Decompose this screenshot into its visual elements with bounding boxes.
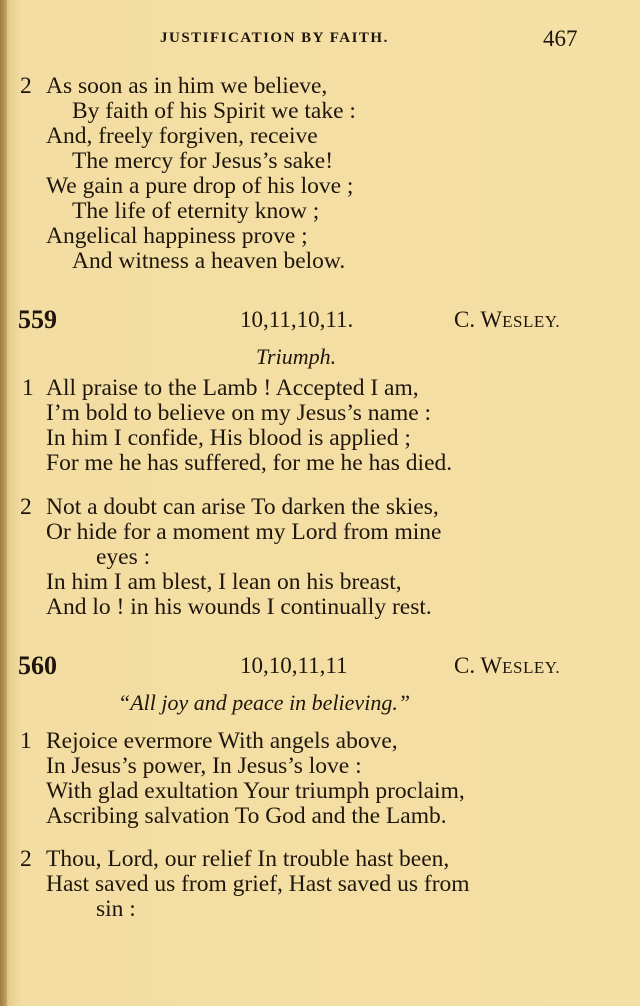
hymn-line: As soon as in him we believe, bbox=[46, 73, 328, 99]
hymn-line: Hast saved us from grief, Hast saved us from bbox=[46, 871, 470, 897]
hymn-meter: 10,10,11,11 bbox=[240, 653, 348, 678]
hymn-line: eyes : bbox=[96, 544, 151, 570]
page-spine-shadow bbox=[0, 0, 7, 1006]
hymn-line: By faith of his Spirit we take : bbox=[72, 98, 356, 124]
page-number: 467 bbox=[543, 26, 578, 51]
hymn-subtitle: “All joy and peace in believing.” bbox=[118, 690, 411, 715]
hymn-line: Ascribing salvation To God and the Lamb. bbox=[46, 803, 447, 829]
hymn-line: The life of eternity know ; bbox=[72, 198, 320, 224]
hymn-line: Rejoice evermore With angels above, bbox=[46, 728, 398, 754]
hymn-line: In him I am blest, I lean on his breast, bbox=[46, 569, 402, 595]
hymn-line: And, freely forgiven, receive bbox=[46, 123, 318, 149]
hymn-line: And lo ! in his wounds I continually rest. bbox=[46, 594, 432, 620]
hymn-line: All praise to the Lamb ! Accepted I am, bbox=[46, 375, 419, 401]
hymn-line: The mercy for Jesus’s sake! bbox=[72, 148, 334, 174]
hymn-line: With glad exultation Your triumph proclaim, bbox=[46, 778, 465, 804]
hymn-line: Not a doubt can arise To darken the skies, bbox=[46, 494, 439, 520]
hymn-number: 560 bbox=[18, 651, 57, 680]
hymn-line: For me he has suffered, for me he has died. bbox=[46, 450, 453, 476]
hymn-line: In him I confide, His blood is applied ; bbox=[46, 425, 411, 451]
hymn-line: Thou, Lord, our relief In trouble hast been, bbox=[46, 846, 450, 872]
verse-number: 2 bbox=[20, 494, 32, 520]
hymn-meter: 10,11,10,11. bbox=[240, 307, 354, 332]
verse-number: 2 bbox=[20, 73, 32, 99]
verse-number: 1 bbox=[22, 375, 34, 401]
hymn-author bbox=[454, 307, 560, 333]
hymn-number: 559 bbox=[18, 305, 57, 334]
hymn-line: Angelical happiness prove ; bbox=[46, 223, 308, 249]
page-header bbox=[0, 26, 640, 54]
author-initial: C. W bbox=[454, 653, 503, 678]
author-surname: ESLEY. bbox=[502, 312, 561, 331]
verse-number: 1 bbox=[20, 728, 32, 754]
hymn-line: In Jesus’s power, In Jesus’s love : bbox=[46, 753, 362, 779]
author-surname: ESLEY. bbox=[502, 658, 561, 677]
hymn-line: We gain a pure drop of his love ; bbox=[46, 173, 354, 199]
hymn-author bbox=[454, 653, 560, 679]
hymn-line: Or hide for a moment my Lord from mine bbox=[46, 519, 442, 545]
verse-number: 2 bbox=[20, 846, 32, 872]
hymn-line: sin : bbox=[96, 896, 136, 922]
running-title: JUSTIFICATION BY FAITH. bbox=[160, 30, 389, 46]
hymn-line: And witness a heaven below. bbox=[72, 248, 346, 274]
author-initial: C. W bbox=[454, 307, 503, 332]
hymn-line: I’m bold to believe on my Jesus’s name : bbox=[46, 400, 432, 426]
hymn-subtitle: Triumph. bbox=[256, 344, 337, 369]
